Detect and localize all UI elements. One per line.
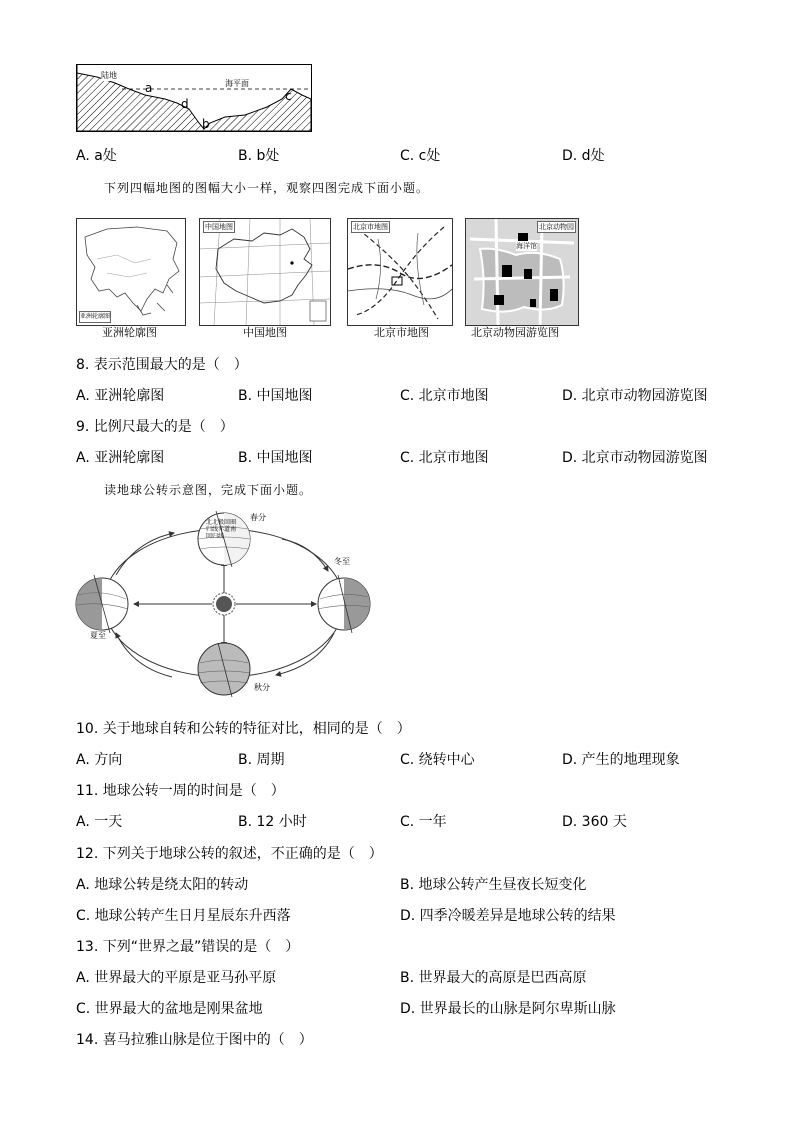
earth-winter-icon <box>318 575 370 633</box>
q8-option-d[interactable]: D. 北京市动物园游览图 <box>562 388 708 404</box>
q11-option-c[interactable]: C. 一年 <box>400 814 447 830</box>
q7-option-b[interactable]: B. b处 <box>238 148 280 164</box>
q12-option-c[interactable]: C. 地球公转产生日月星辰东升西落 <box>76 908 291 924</box>
q10-option-c[interactable]: C. 绕转中心 <box>400 752 475 768</box>
spring-label: 春分 <box>250 513 266 522</box>
beijing-zoo-map <box>465 218 579 326</box>
china-map-caption: 中国地图 <box>243 326 287 339</box>
q12-option-d[interactable]: D. 四季冷暖差异是地球公转的结果 <box>400 908 616 924</box>
q7-option-a[interactable]: A. a处 <box>76 148 117 164</box>
land-label: 陆地 <box>101 71 117 80</box>
point-b-label: b <box>202 117 210 131</box>
intro-orbit: 读地球公转示意图，完成下面小题。 <box>104 483 313 497</box>
asia-map-tag: 亚洲轮廓图 <box>79 311 111 323</box>
q9-option-a[interactable]: A. 亚洲轮廓图 <box>76 450 165 466</box>
winter-label: 冬至 <box>334 557 350 566</box>
q12-stem: 12. 下列关于地球公转的叙述，不正确的是（ ） <box>76 846 383 862</box>
asia-outline-map <box>76 218 186 326</box>
sun-icon <box>213 593 235 615</box>
q10-option-b[interactable]: B. 周期 <box>238 752 285 768</box>
earth-autumn-icon <box>198 643 250 697</box>
q13-option-b[interactable]: B. 世界最大的高原是巴西高原 <box>400 970 587 986</box>
q10-option-a[interactable]: A. 方向 <box>76 752 123 768</box>
q11-option-b[interactable]: B. 12 小时 <box>238 814 307 830</box>
q11-option-d[interactable]: D. 360 天 <box>562 814 627 830</box>
intro-maps: 下列四幅地图的图幅大小一样，观察四图完成下面小题。 <box>104 181 430 195</box>
q11-option-a[interactable]: A. 一天 <box>76 814 123 830</box>
zoo-map-tag: 北京动物园 <box>539 223 574 231</box>
earth-circle-labels: 北北极回圈归线赤道南回归线 <box>206 519 237 540</box>
q13-option-d[interactable]: D. 世界最长的山脉是阿尔卑斯山脉 <box>400 1001 616 1017</box>
q7-option-c[interactable]: C. c处 <box>400 148 441 164</box>
point-d-label: d <box>181 97 189 111</box>
point-c-label: c <box>285 89 292 103</box>
autumn-label: 秋分 <box>254 683 270 692</box>
q7-option-d[interactable]: D. d处 <box>562 148 605 164</box>
q12-option-a[interactable]: A. 地球公转是绕太阳的转动 <box>76 877 249 893</box>
summer-label: 夏至 <box>90 631 106 640</box>
beijing-map-tag: 北京市地图 <box>353 223 388 231</box>
beijing-map-caption: 北京市地图 <box>374 326 429 339</box>
earth-summer-icon <box>76 575 128 633</box>
q14-stem: 14. 喜马拉雅山脉是位于图中的（ ） <box>76 1032 313 1048</box>
q13-option-c[interactable]: C. 世界最大的盆地是刚果盆地 <box>76 1001 263 1017</box>
q8-option-a[interactable]: A. 亚洲轮廓图 <box>76 388 165 404</box>
china-map <box>199 218 331 326</box>
q9-option-d[interactable]: D. 北京市动物园游览图 <box>562 450 708 466</box>
zoo-ocean-label: 海洋馆 <box>516 242 537 250</box>
q10-option-d[interactable]: D. 产生的地理现象 <box>562 752 680 768</box>
china-map-tag: 中国地图 <box>205 223 233 231</box>
point-a-label: a <box>145 81 153 95</box>
q8-option-b[interactable]: B. 中国地图 <box>238 388 313 404</box>
seabed-profile-diagram <box>76 64 312 132</box>
zoo-map-caption: 北京动物园游览图 <box>471 326 559 339</box>
beijing-city-map <box>347 218 453 326</box>
asia-map-caption: 亚洲轮廓图 <box>102 326 157 339</box>
q8-option-c[interactable]: C. 北京市地图 <box>400 388 489 404</box>
q13-stem: 13. 下列“世界之最”错误的是（ ） <box>76 939 300 955</box>
earth-orbit-diagram <box>72 505 382 703</box>
q12-option-b[interactable]: B. 地球公转产生昼夜长短变化 <box>400 877 587 893</box>
q11-stem: 11. 地球公转一周的时间是（ ） <box>76 783 285 799</box>
q8-stem: 8. 表示范围最大的是（ ） <box>76 357 248 373</box>
q9-option-c[interactable]: C. 北京市地图 <box>400 450 489 466</box>
sea-level-label: 海平面 <box>225 79 249 88</box>
q9-option-b[interactable]: B. 中国地图 <box>238 450 313 466</box>
q13-option-a[interactable]: A. 世界最大的平原是亚马孙平原 <box>76 970 277 986</box>
q10-stem: 10. 关于地球自转和公转的特征对比，相同的是（ ） <box>76 721 411 737</box>
q9-stem: 9. 比例尺最大的是（ ） <box>76 419 234 435</box>
